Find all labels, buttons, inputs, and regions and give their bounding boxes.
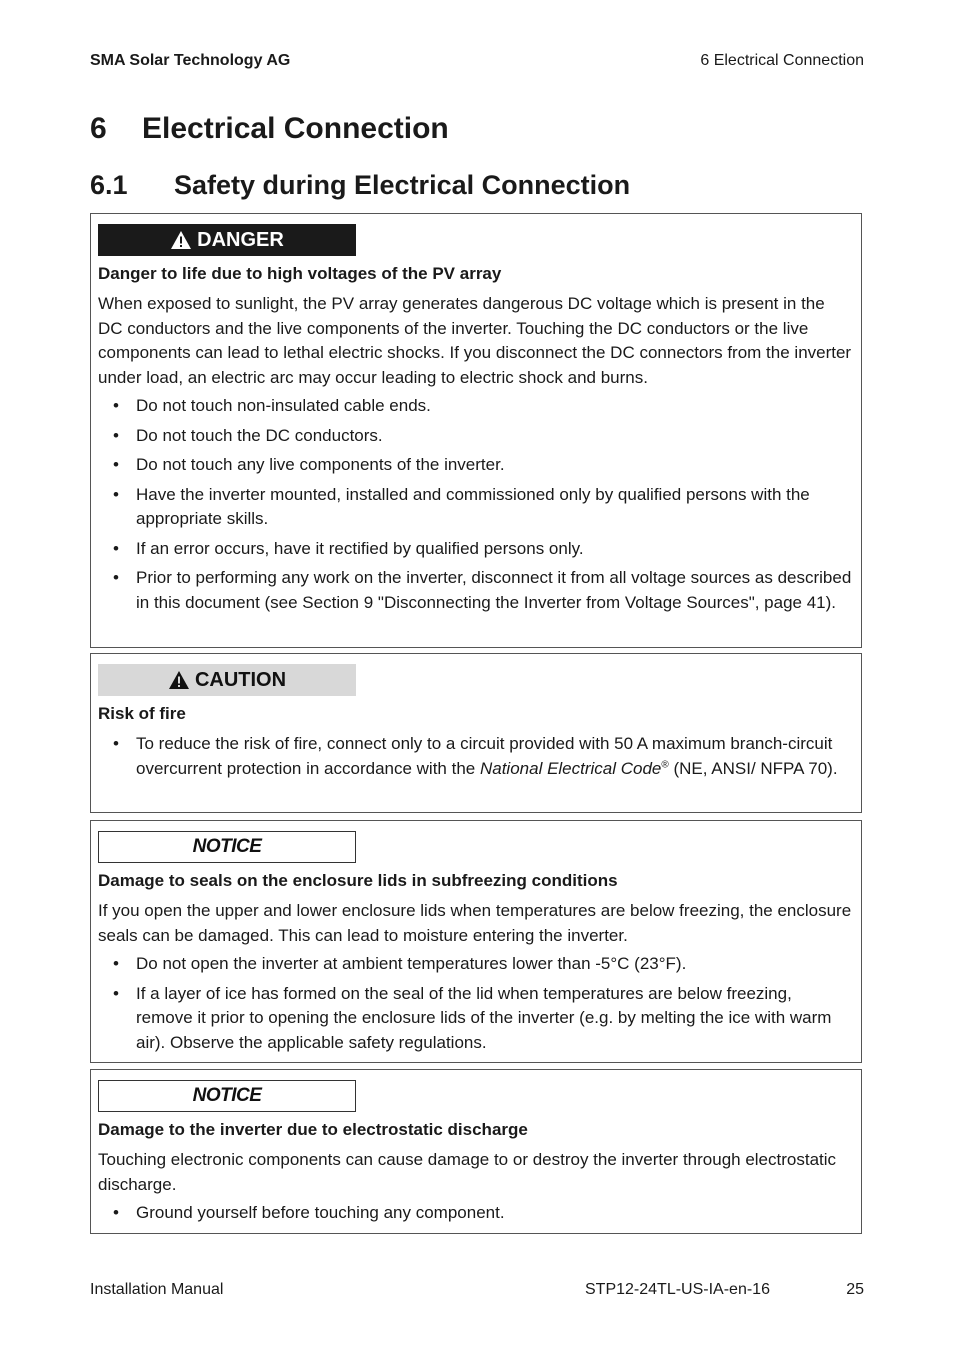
header-chapter: 6 Electrical Connection (700, 52, 864, 69)
caution-box (90, 653, 862, 813)
list-item: • Do not touch any live components of the inverter. (98, 453, 853, 478)
list-item: • If a layer of ice has formed on the seal of the lid when temperatures are below freezing, remove it prior to opening the enclosure lids of the inverter (e.g. by melting the ice with warm air). Observe the applicable safety regulations. (98, 982, 853, 1056)
notice-box-seals (90, 820, 862, 1063)
chapter-title: Electrical Connection (142, 112, 449, 145)
section-title: Safety during Electrical Connection (174, 170, 631, 200)
warning-triangle-icon (170, 230, 192, 250)
danger-title: Danger to life due to high voltages of the PV array (98, 264, 502, 283)
caution-bullet-text: To reduce the risk of fire, connect only to a circuit provided with 50 A maximum branch-circuit overcurrent protection in accordance with the (136, 734, 833, 778)
list-item: • Ground yourself before touching any component. (98, 1201, 853, 1226)
caution-title: Risk of fire (98, 704, 186, 723)
notice-esd-text: Touching electronic components can cause damage to or destroy the inverter through electrostatic discharge. (98, 1150, 837, 1194)
caution-label: CAUTION (194, 668, 287, 691)
list-item (98, 732, 853, 781)
footer-manual: Installation Manual (90, 1281, 224, 1298)
caution-bullet-tail: (NE, ANSI/ NFPA 70). (668, 758, 838, 778)
page-number: 25 (846, 1281, 864, 1298)
warning-triangle-icon (168, 670, 190, 690)
list-item: • Do not touch the DC conductors. (98, 424, 853, 449)
section-heading (90, 170, 630, 201)
header-company: SMA Solar Technology AG (90, 52, 291, 69)
notice-esd-title: Damage to the inverter due to electrostatic discharge (98, 1120, 528, 1139)
chapter-heading (90, 112, 449, 146)
notice-seals-title: Damage to seals on the enclosure lids in subfreezing conditions (98, 871, 618, 890)
caution-bullet-italic: National Electrical Code (479, 758, 662, 778)
list-item: • Prior to performing any work on the inverter, disconnect it from all voltage sources as described in this document (see Section 9 "Disconnecting the Inverter from Voltage Sources", page 41). (98, 566, 853, 615)
list-item: • Do not touch non-insulated cable ends. (98, 394, 853, 419)
danger-label: DANGER (197, 228, 284, 251)
notice-seals-bullet-list (98, 952, 853, 1055)
list-item: • If an error occurs, have it rectified by qualified persons only. (98, 537, 853, 562)
notice-signal-label: NOTICE (98, 831, 356, 863)
notice-signal-label: NOTICE (98, 1080, 356, 1112)
footer-doc-code: STP12-24TL-US-IA-en-16 (585, 1281, 770, 1298)
notice-box-esd (90, 1069, 862, 1234)
danger-signal-label (98, 224, 356, 256)
list-item: • Do not open the inverter at ambient temperatures lower than -5°C (23°F). (98, 952, 853, 977)
list-item: • Have the inverter mounted, installed and commissioned only by qualified persons with the appropriate skills. (98, 483, 853, 532)
notice-seals-text: If you open the upper and lower enclosure lids when temperatures are below freezing, the enclosure seals can be damaged. This can lead to moisture entering the inverter. (98, 901, 852, 945)
danger-bullet-list (98, 394, 853, 615)
danger-text: When exposed to sunlight, the PV array generates dangerous DC voltage which is present in the DC conductors and the live components of the inverter. Touching the DC conductors or the live components can lead to lethal electric shocks. If you disconnect the DC connectors from the inverter under load, an electric arc may occur leading to electric shock and burns. (98, 294, 852, 387)
registered-mark: ® (661, 758, 669, 770)
section-number: 6.1 (90, 170, 128, 200)
caution-signal-label (98, 664, 356, 696)
notice-esd-bullet-list (98, 1201, 853, 1226)
chapter-number: 6 (90, 112, 107, 145)
caution-bullet-list (98, 732, 853, 781)
danger-box (90, 213, 862, 648)
